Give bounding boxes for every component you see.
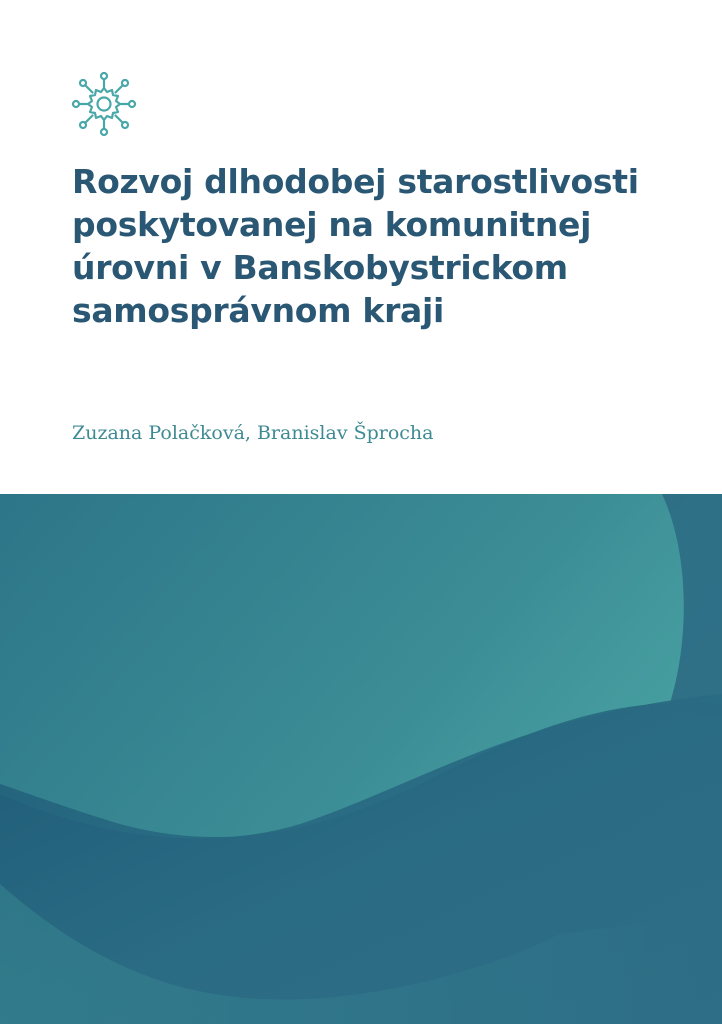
authors: Zuzana Polačková, Branislav Šprocha: [72, 422, 434, 444]
network-gear-icon: [70, 70, 138, 138]
document-title: Rozvoj dlhodobej starostlivosti poskytovanej na komunitnej úrovni v Banskobystrickom samosprávnom kraji: [72, 162, 639, 330]
decorative-wave-band: [0, 494, 722, 1024]
